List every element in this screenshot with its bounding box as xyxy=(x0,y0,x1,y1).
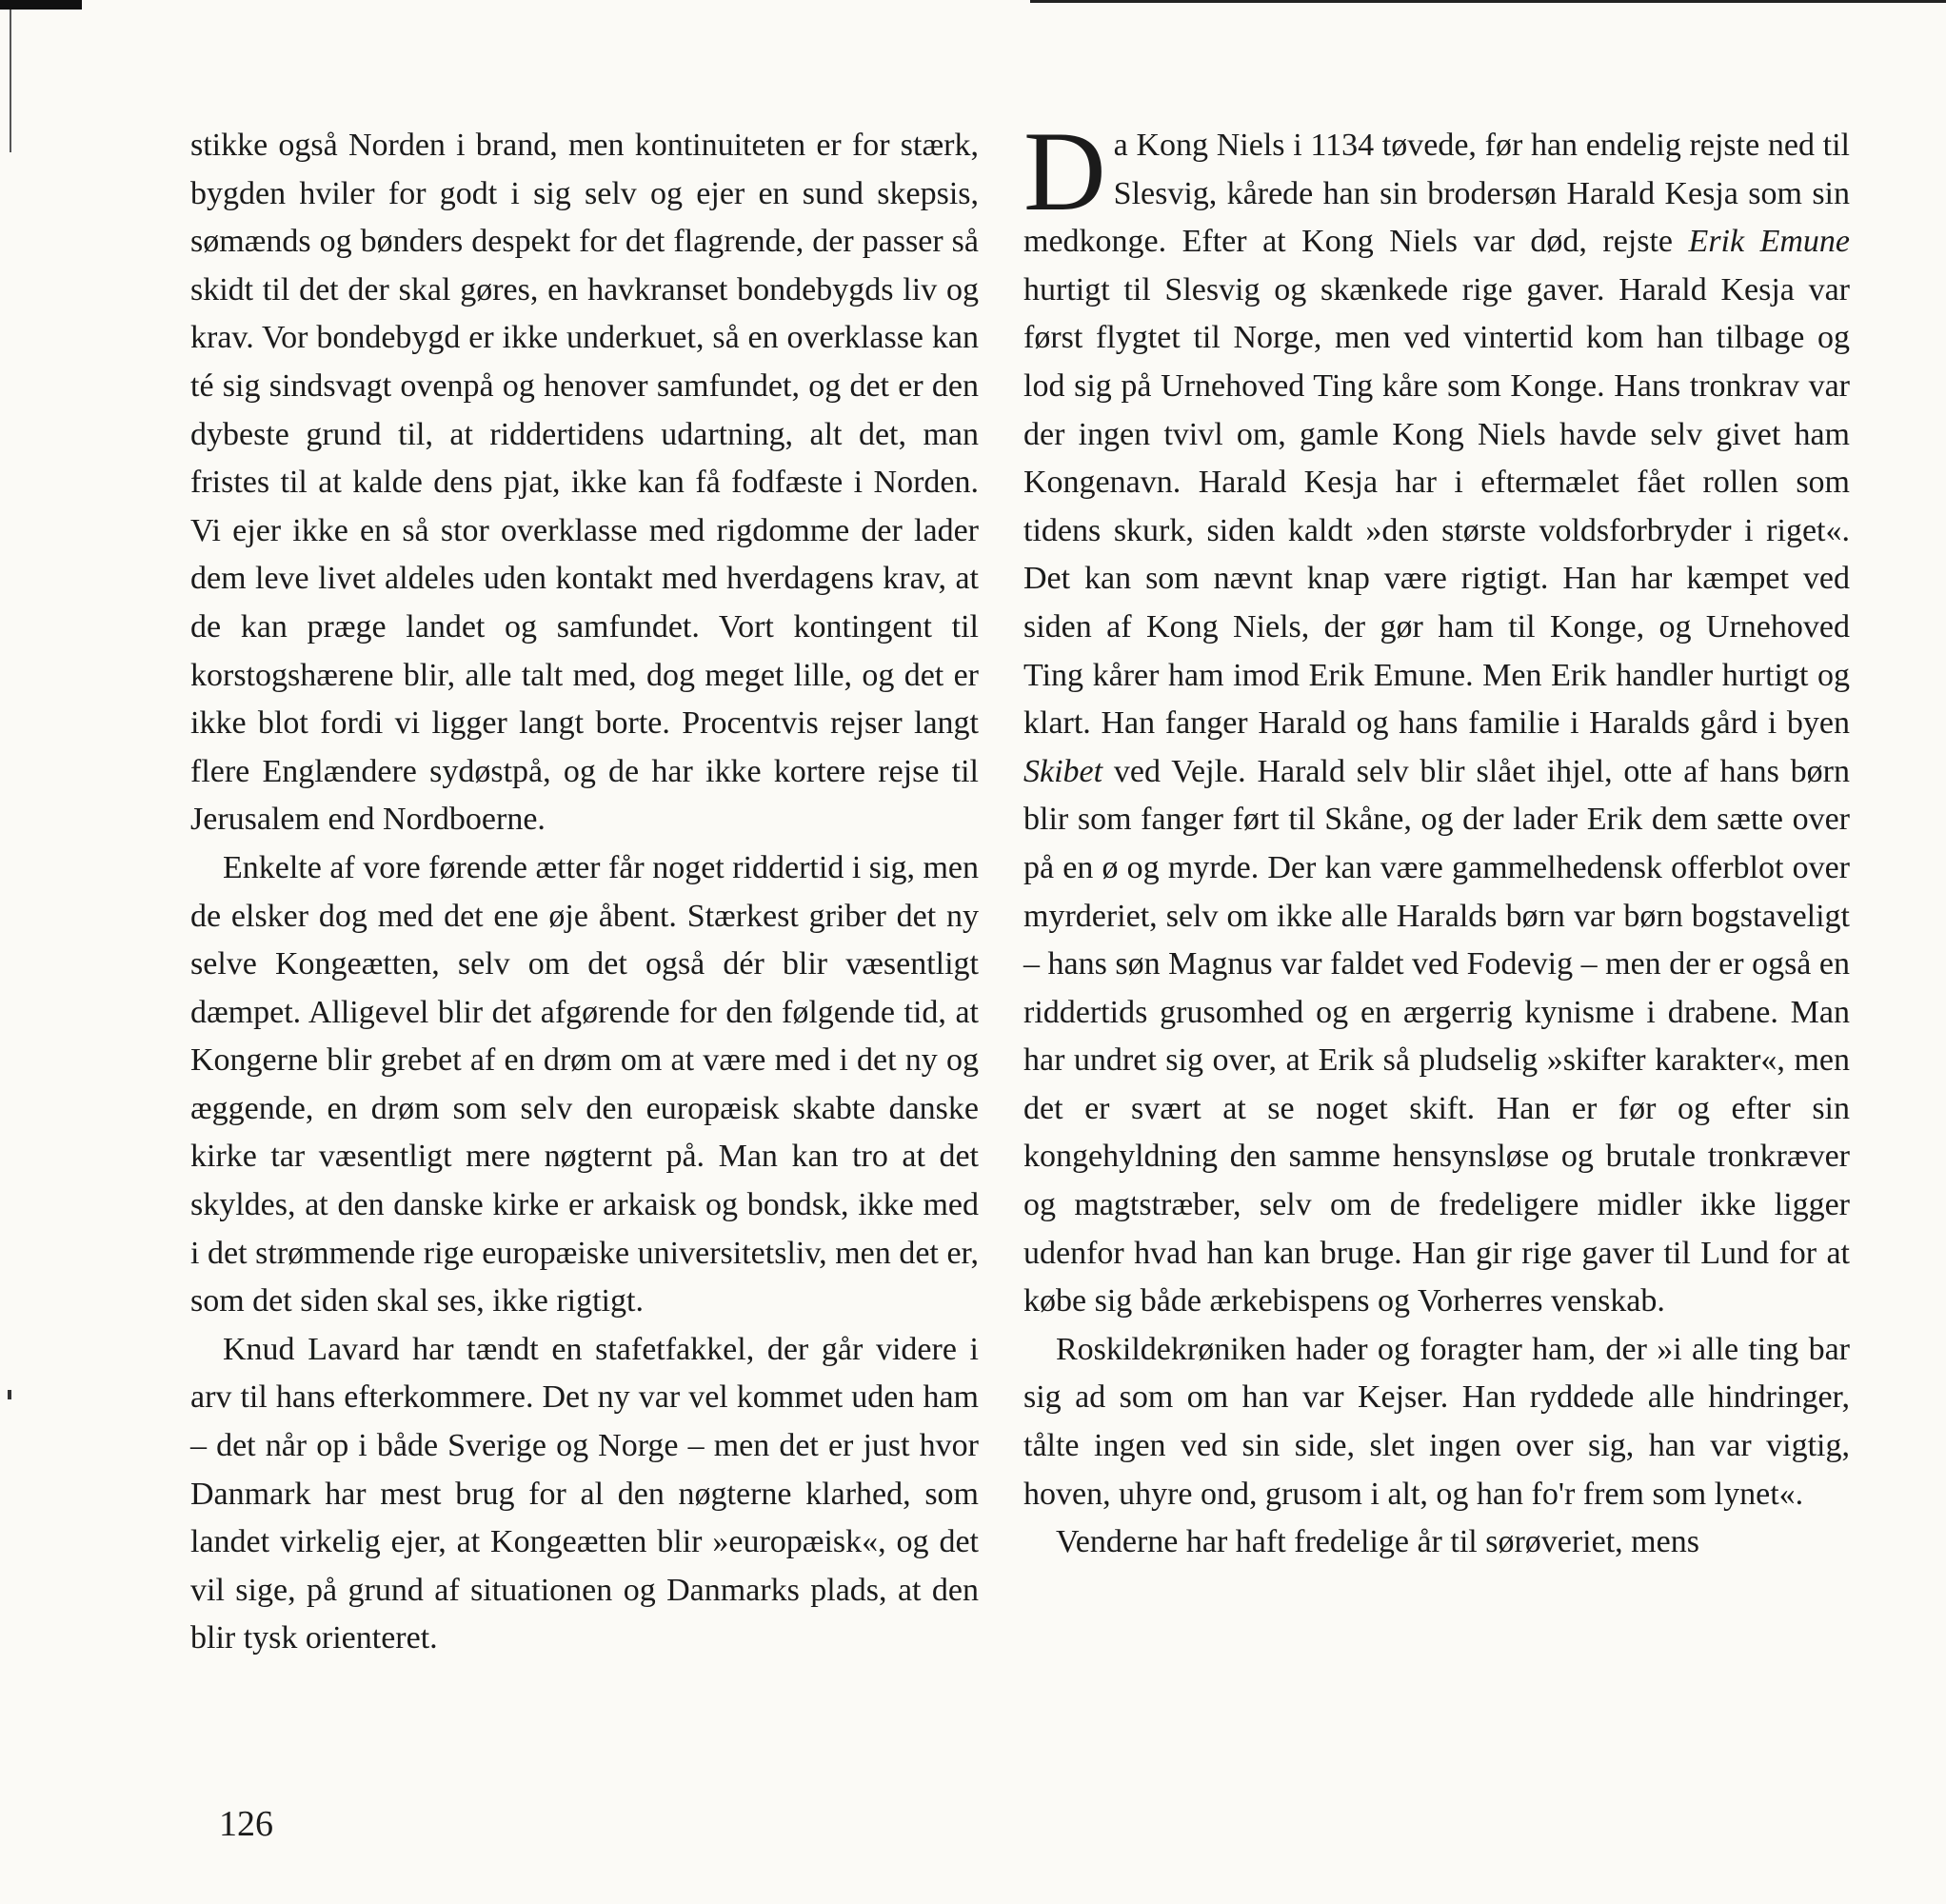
right-text-column xyxy=(1023,108,1851,1567)
italic-name: Erik Emune xyxy=(1688,224,1851,260)
paragraph: Enkelte af vore førende ætter får noget riddertid i sig, men de elsker dog med det ene øje åbent. Stærkest griber det ny selve Kongeætten, selv om det også dér blir væsentligt dæmpet. Alligevel blir det afgørende for den følgende tid, at Kongerne blir grebet af en drøm om at være med i det ny og æggende, en drøm som selv den europæisk skabte danske kirke tar væsentligt mere nøgternt på. Man kan tro at det skyldes, at den danske kirke er arkaisk og bondsk, ikke med i det strømmende rige europæiske universitetsliv, men det er, som det siden skal ses, ikke rigtigt. xyxy=(190,849,979,1319)
italic-place: Skibet xyxy=(1023,753,1103,789)
page-binding-edge xyxy=(10,10,11,152)
page-number: 126 xyxy=(219,1804,273,1844)
paragraph: Roskildekrøniken hader og foragter ham, der »i alle ting bar sig ad som om han var Kejser. Han ryddede alle hindringer, tålte ingen ved sin side, slet ingen over sig, han var vigtig, hoven, uhyre ond, grusom i alt, og han fo'r frem som lynet«. xyxy=(1023,1331,1850,1512)
page-top-rule xyxy=(1030,0,1946,3)
page-edge-mark xyxy=(0,0,82,10)
paragraph: Venderne har haft fredelige år til sørøveriet, mens xyxy=(1056,1524,1699,1560)
text-run: a Kong Niels i 1134 tøvede, før han endelig rejste ned til Slesvig, kårede han sin brodersøn Harald Kesja som sin medkonge. Efter at Kong Niels var død, rejste xyxy=(1023,128,1850,260)
paragraph: stikke også Norden i brand, men kontinuiteten er for stærk, bygden hviler for godt i sig selv og ejer en sund skepsis, sømænds og bønders despekt for det flagrende, der passer så skidt til det der skal gøres, en havkranset bondebygds liv og krav. Vor bondebygd er ikke underkuet, så en overklasse kan té sig sindsvagt ovenpå og henover samfundet, og det er den dybeste grund til, at riddertidens udartning, alt det, man fristes til at kalde dens pjat, ikke kan få fodfæste i Norden. Vi ejer ikke en så stor overklasse med rigdomme der lader dem leve livet aldeles uden kontakt med hverdagens krav, at de kan præge landet og samfundet. Vort kontingent til korstogshærene blir, alle talt med, dog meget lille, og det er ikke blot fordi vi ligger langt borte. Procentvis rejser langt flere Englændere sydøstpå, og de har ikke kortere rejse til Jerusalem end Nordboerne. xyxy=(190,128,979,838)
drop-cap: D xyxy=(1023,108,1106,234)
text-run: hurtigt til Slesvig og skænkede rige gaver. Harald Kesja var først flygtet til Norge, men ved vintertid kom han tilbage og lod sig på Urnehoved Ting kåre som Konge. Hans tronkrav var der ingen tvivl om, gamle Kong Niels havde selv givet ham Kongenavn. Harald Kesja har i eftermælet fået rollen som tidens skurk, siden kaldt »den største voldsforbryder i riget«. Det kan som nævnt knap være rigtigt. Han har kæmpet ved siden af Kong Niels, der gør ham til Konge, og Urnehoved Ting kårer ham imod Erik Emune. Men Erik handler hurtigt og klart. Han fanger Harald og hans familie i Haralds gård i byen xyxy=(1023,271,1850,742)
paragraph: Knud Lavard har tændt en stafetfakkel, der går videre i arv til hans efterkommere. Det ny var vel kommet uden ham – det når op i både Sverige og Norge – men det er just hvor Danmark har mest brug for al den nøgterne klarhed, som landet virkelig ejer, at Kongeætten blir »europæisk«, og det vil sige, på grund af situationen og Danmarks plads, at den blir tysk orienteret. xyxy=(190,1331,979,1656)
page-binding-mark xyxy=(8,1390,11,1399)
text-run: ved Vejle. Harald selv blir slået ihjel, otte af hans børn blir som fanger ført til Skåne, og der lader Erik dem sætte over på en ø og myrde. Der kan være gammelhedensk offerblot over myrderiet, selv om ikke alle Haralds børn var børn bogstaveligt – hans søn Magnus var faldet ved Fodevig – men der er også en riddertids grusomhed og en ærgerrig kynisme i drabene. Man har undret sig over, at Erik så pludselig »skifter karakter«, men det er svært at se noget skift. Han er før og efter sin kongehyldning den samme hensynsløse og brutale tronkræver og magtstræber, selv om de fredeligere midler ikke ligger udenfor hvad han kan bruge. Han gir rige gaver til Lund for at købe sig både ærkebispens og Vorherres venskab. xyxy=(1023,753,1850,1319)
left-text-column xyxy=(190,122,979,1663)
paragraph xyxy=(1023,108,1851,1326)
